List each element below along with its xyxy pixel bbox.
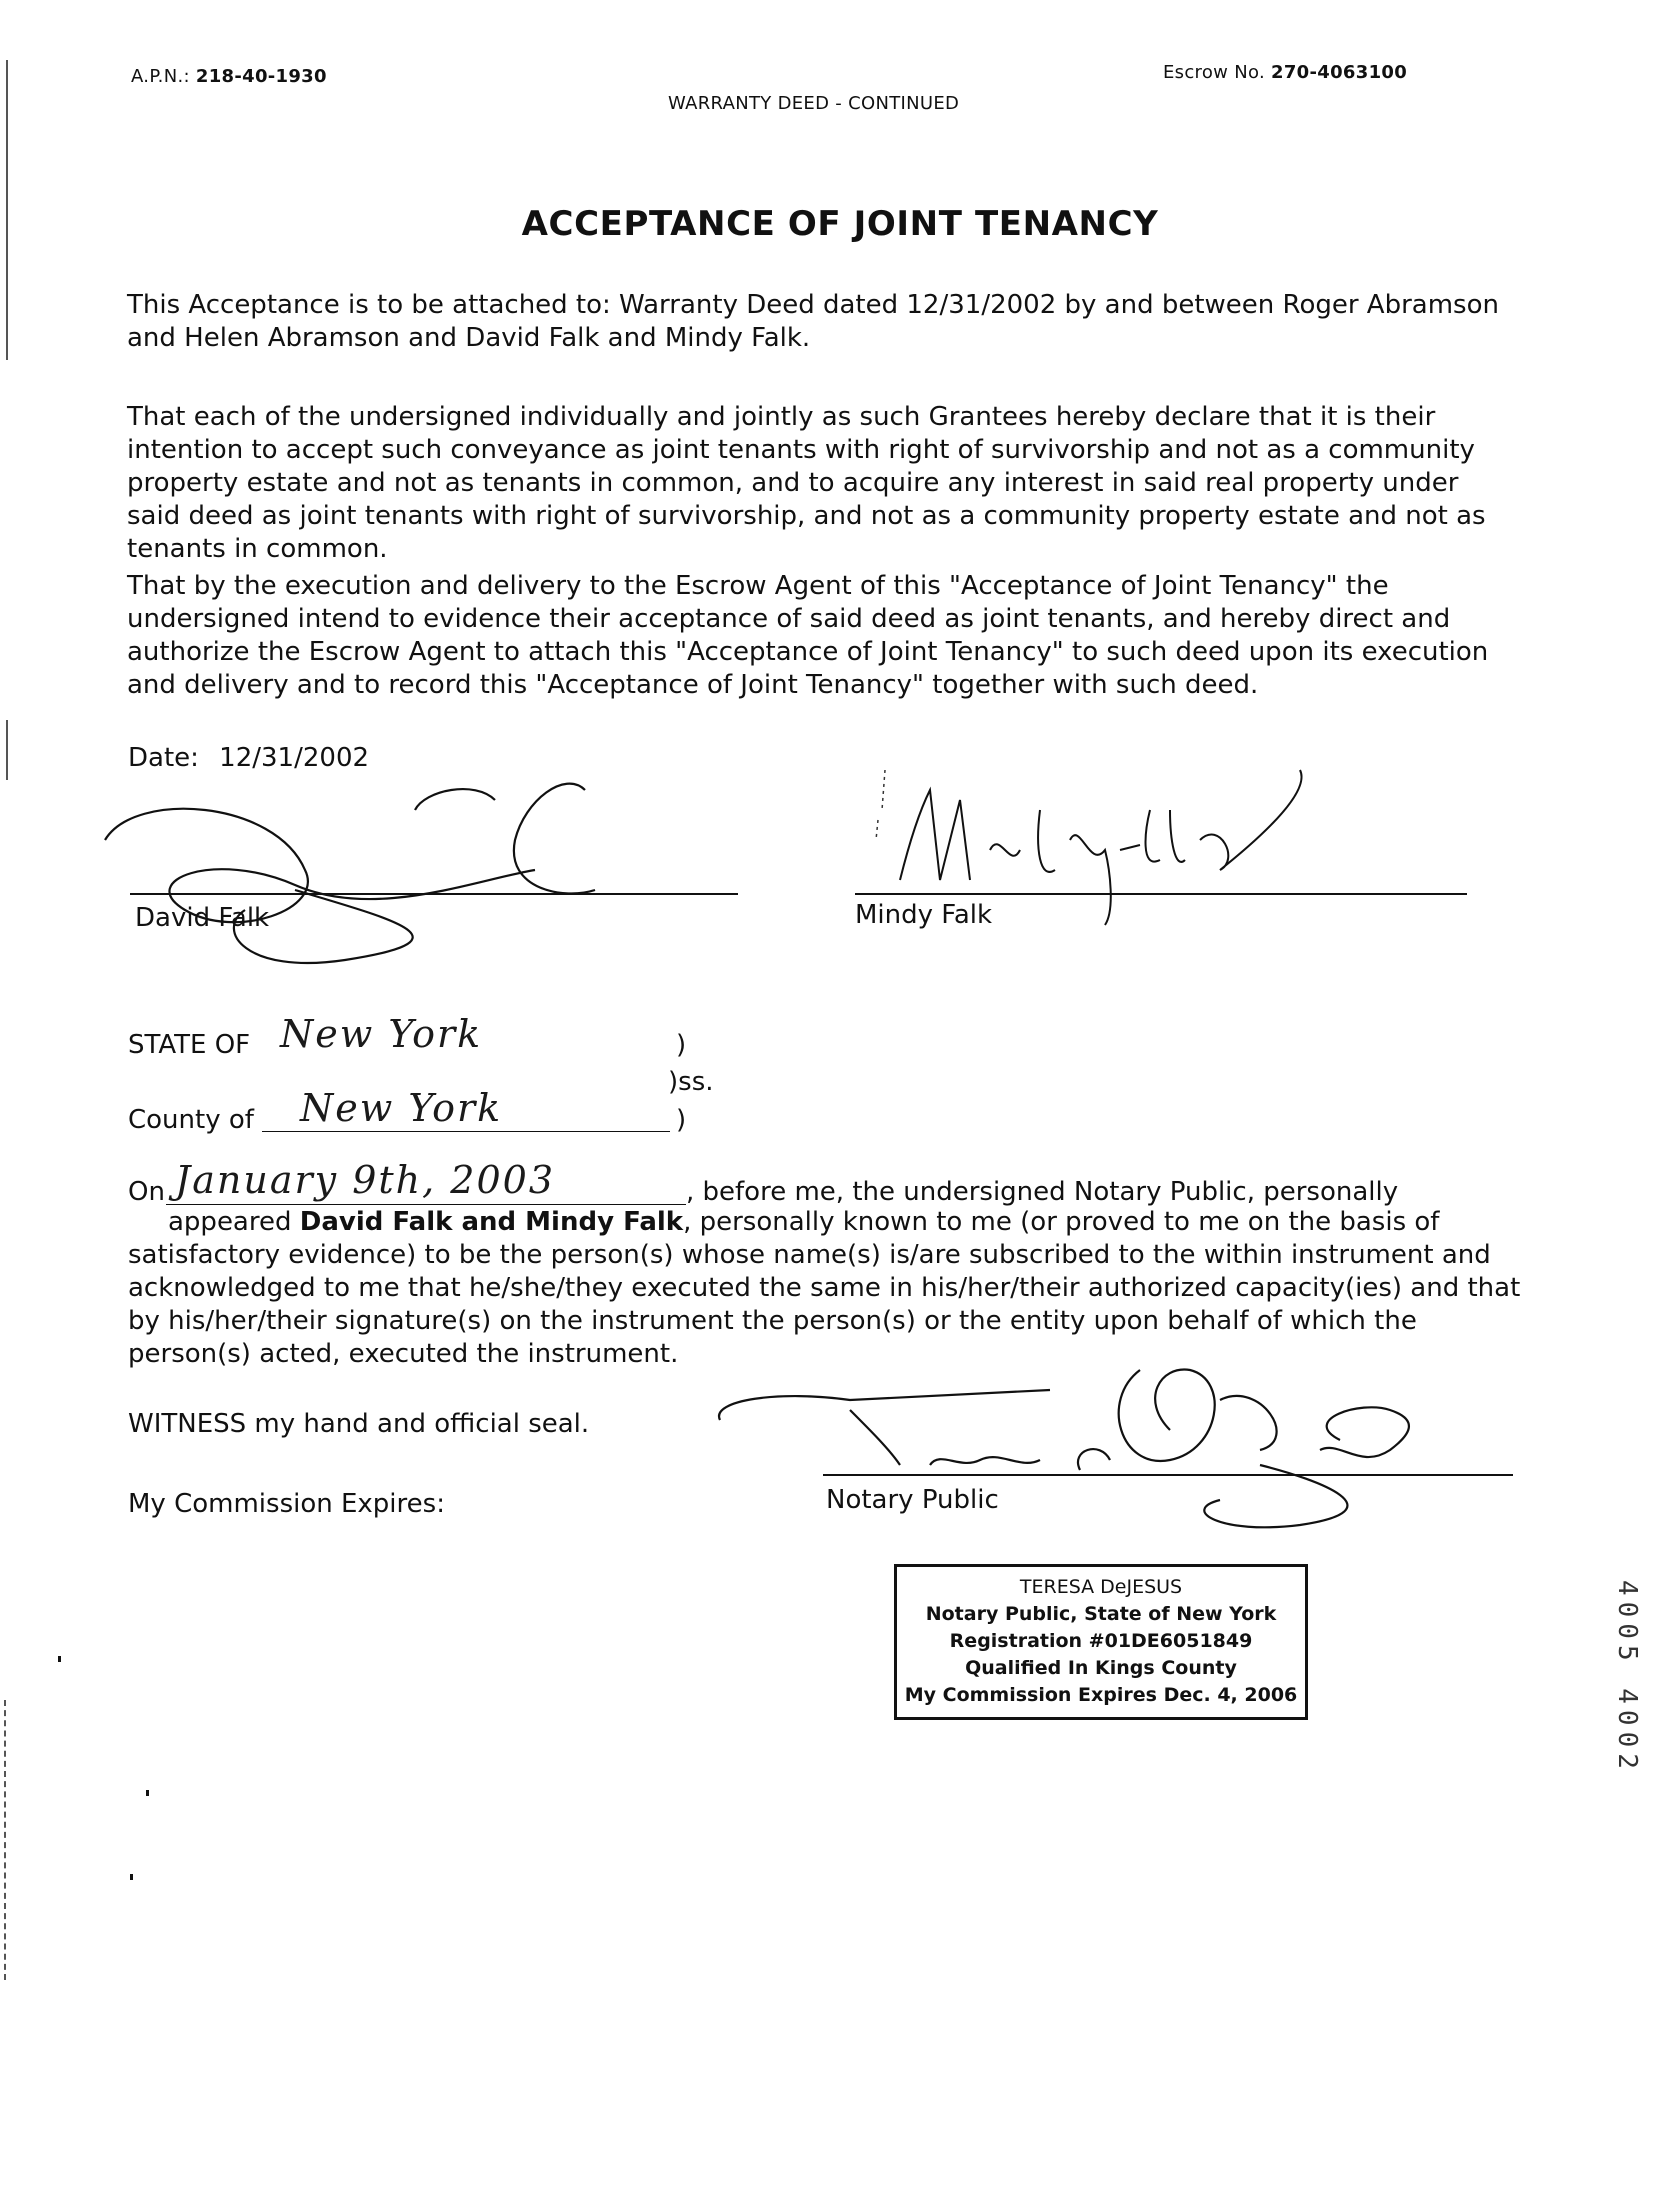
paragraph-attachment: This Acceptance is to be attached to: Warranty Deed dated 12/31/2002 by and between Roger Abramson and Helen Abramson and David Falk and Mindy Falk. (127, 290, 1499, 353)
stamp-county: Qualified In Kings County (965, 1657, 1237, 1679)
notary-date-underline (166, 1204, 686, 1205)
on-label: On (128, 1177, 165, 1207)
signer-name-2: Mindy Falk (855, 900, 993, 930)
appeared-label: appeared (168, 1207, 292, 1237)
scan-edge-mark (4, 1700, 6, 1980)
notary-intro: , before me, the undersigned Notary Public, personally (686, 1177, 1399, 1207)
notary-signature-line (823, 1474, 1513, 1476)
escrow-number (1163, 62, 1407, 83)
notary-date-value: January 9th, 2003 (175, 1158, 555, 1202)
signature-david-falk (95, 760, 715, 980)
witness-text: WITNESS my hand and official seal. (128, 1409, 590, 1439)
county-underline (262, 1131, 670, 1132)
county-label: County of (128, 1105, 254, 1135)
notary-text: , personally known to me (or proved to me on the basis of satisfactory evidence) to be the person(s) whose name(s) is/are subscribed to the within instrument and acknowledged to me that he/she/they executed the same in his/her/their authorized capacity(ies) and that by his/her/their signature(s) on the instrument the person(s) or the entity upon behalf of which the person(s) acted, executed the instrument. (128, 1207, 1521, 1369)
signer-name-1: David Falk (135, 903, 270, 933)
scan-speck (58, 1656, 61, 1662)
state-label: STATE OF (128, 1030, 251, 1060)
scan-speck (130, 1874, 133, 1880)
county-value: New York (300, 1086, 503, 1130)
notary-stamp (894, 1564, 1308, 1720)
escrow-label: Escrow No. (1163, 62, 1265, 83)
apn-label: A.P.N.: (131, 66, 190, 87)
apn (131, 66, 327, 87)
apn-value: 218-40-1930 (195, 66, 327, 87)
notary-public-label: Notary Public (826, 1485, 999, 1515)
state-value: New York (280, 1012, 483, 1056)
stamp-registration: Registration #01DE6051849 (949, 1630, 1253, 1652)
document-title: ACCEPTANCE OF JOINT TENANCY (521, 204, 1159, 244)
recording-number: 4005 4002 (1612, 1580, 1642, 1775)
venue-paren: ) (676, 1105, 687, 1135)
stamp-expiration: My Commission Expires Dec. 4, 2006 (904, 1684, 1298, 1706)
escrow-value: 270-4063100 (1271, 62, 1408, 83)
venue-paren: ) (676, 1030, 687, 1060)
signature-line-1 (130, 893, 738, 895)
scan-speck (146, 1790, 149, 1796)
stamp-commission-state: Notary Public, State of New York (925, 1603, 1277, 1625)
paragraph-authorization: That by the execution and delivery to the Escrow Agent of this "Acceptance of Joint Tenancy" the undersigned intend to evidence their acceptance of said deed as joint tenants, and hereby direct and authorize the Escrow Agent to attach this "Acceptance of Joint Tenancy" to such deed upon its execution and delivery and to record this "Acceptance of Joint Tenancy" together with such deed. (127, 571, 1489, 700)
commission-expires-label: My Commission Expires: (128, 1489, 445, 1519)
paragraph-declaration: That each of the undersigned individually and jointly as such Grantees hereby declare that it is their intention to accept such conveyance as joint tenants with right of survivorship and not as a community property estate and not as tenants in common, and to acquire any interest in said real property under said deed as joint tenants with right of survivorship, and not as a community property estate and not as tenants in common. (127, 402, 1486, 564)
date-value: 12/31/2002 (219, 743, 370, 773)
signature-notary (700, 1340, 1460, 1540)
venue-ss: )ss. (668, 1067, 714, 1097)
page-subtitle: WARRANTY DEED - CONTINUED (668, 93, 960, 114)
signature-line-2 (855, 893, 1467, 895)
date-label: Date: (128, 743, 199, 773)
appeared-names: David Falk and Mindy Falk (299, 1207, 684, 1237)
stamp-name: TERESA DeJESUS (1019, 1576, 1183, 1598)
scan-edge-mark (6, 720, 8, 780)
